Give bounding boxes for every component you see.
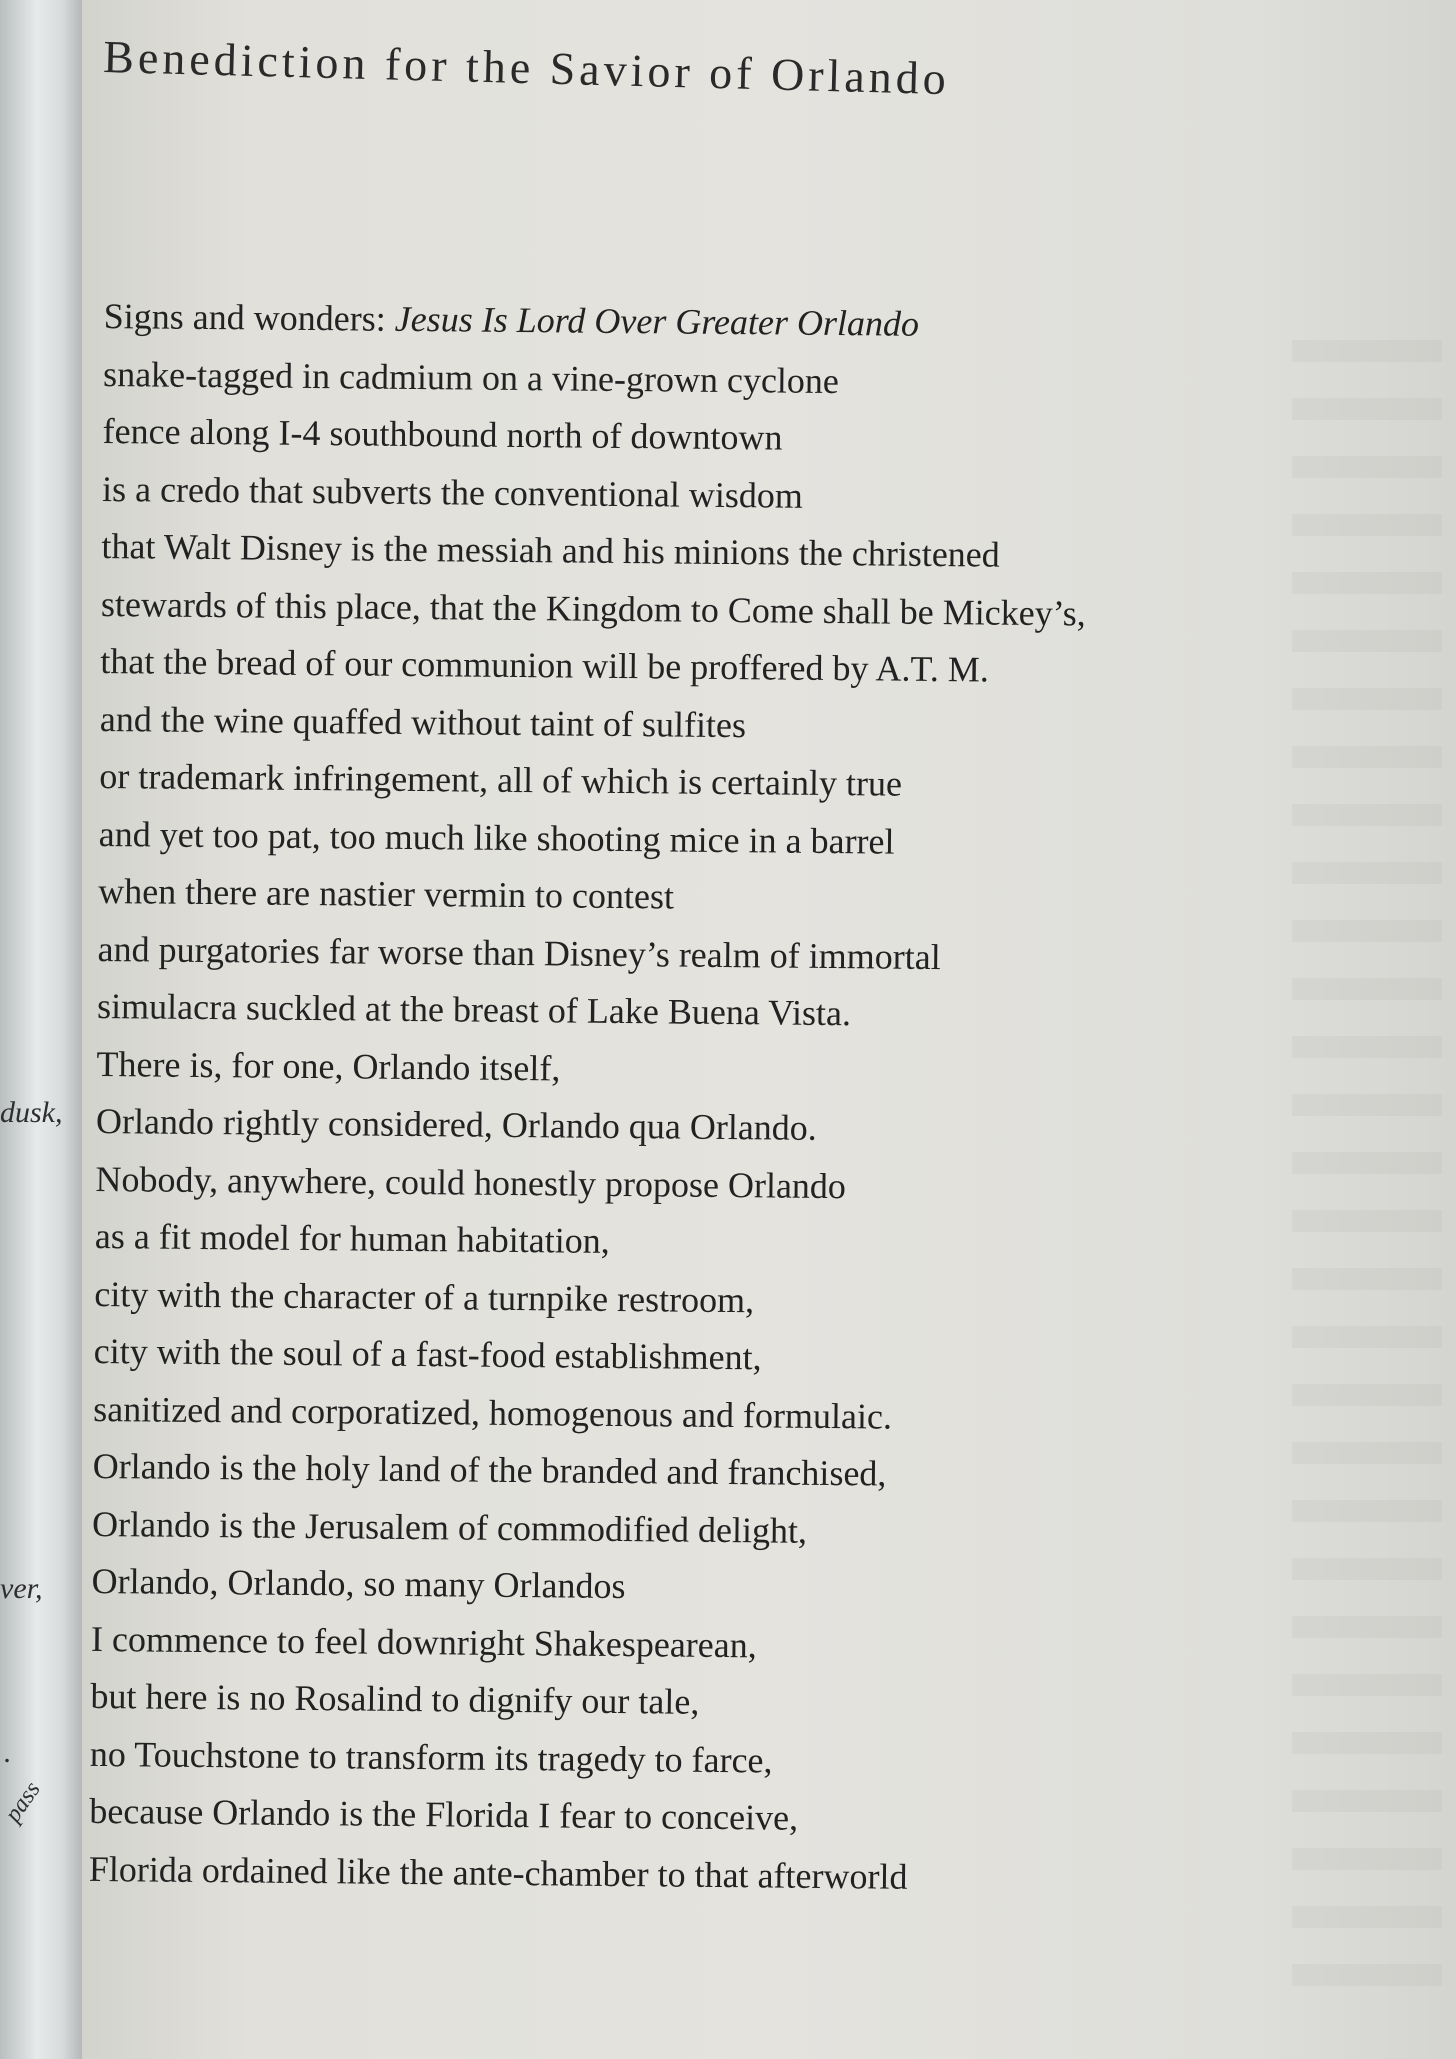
poem-line bbox=[94, 1265, 1079, 1332]
poem-line-text: when there are nastier vermin to contest bbox=[98, 870, 675, 917]
poem-line-text: simulacra suckled at the breast of Lake Buena Vista. bbox=[96, 985, 852, 1034]
poem-line bbox=[103, 345, 1088, 412]
poem-line-text: is a credo that subverts the conventional wisdom bbox=[101, 468, 804, 516]
poem-line bbox=[89, 1783, 1074, 1850]
poem-line-text: Orlando is the Jerusalem of commodified delight, bbox=[91, 1503, 808, 1551]
poem-line-text: because Orlando is the Florida I fear to conceive, bbox=[89, 1790, 799, 1838]
poem-line-text: that the bread of our communion will be proffered by A.T. M. bbox=[100, 640, 990, 690]
poem-line-text: Nobody, anywhere, could honestly propose Orlando bbox=[95, 1158, 847, 1206]
poem-line bbox=[102, 403, 1087, 470]
facing-page-fragment: pass bbox=[0, 1777, 46, 1827]
poem-line-text: city with the character of a turnpike restroom, bbox=[94, 1273, 755, 1320]
poem-title: Benediction for the Savior of Orlando bbox=[102, 30, 951, 105]
poem-line-text: and the wine quaffed without taint of sulfites bbox=[99, 698, 747, 745]
poem-line-text: Signs and wonders: bbox=[103, 295, 395, 339]
book-page bbox=[82, 0, 1456, 2059]
poem-line bbox=[96, 1093, 1081, 1160]
poem-line bbox=[95, 1208, 1080, 1275]
poem-line-italic-text: Jesus Is Lord Over Greater Orlando bbox=[394, 298, 920, 344]
poem-line-text: fence along I-4 southbound north of downtown bbox=[102, 410, 783, 458]
poem-line-text: and purgatories far worse than Disney’s realm of immortal bbox=[97, 928, 941, 977]
poem-line bbox=[101, 518, 1086, 585]
poem-line bbox=[97, 978, 1082, 1045]
poem-line-text: Orlando rightly considered, Orlando qua Orlando. bbox=[95, 1100, 817, 1148]
poem-line-text: and yet too pat, too much like shooting mice in a barrel bbox=[98, 813, 895, 862]
poem-line bbox=[90, 1668, 1075, 1735]
poem-line-text: no Touchstone to transform its tragedy to farce, bbox=[89, 1733, 773, 1780]
show-through-text bbox=[1292, 340, 1442, 1990]
facing-page-edge bbox=[0, 0, 82, 2059]
poem-line-text: Florida ordained like the ante-chamber to that afterworld bbox=[88, 1848, 908, 1897]
facing-page-fragment: dusk, bbox=[0, 1096, 63, 1129]
poem-line-text: or trademark infringement, all of which is certainly true bbox=[99, 755, 903, 804]
poem-line-text: but here is no Rosalind to dignify our tale, bbox=[90, 1675, 700, 1722]
poem-line-text: Orlando is the holy land of the branded and franchised, bbox=[92, 1445, 887, 1494]
facing-page-fragment: . bbox=[4, 1736, 12, 1769]
poem-line bbox=[93, 1380, 1078, 1447]
poem-line-text: There is, for one, Orlando itself, bbox=[96, 1043, 561, 1088]
poem-line bbox=[90, 1725, 1075, 1792]
poem-line bbox=[92, 1495, 1077, 1562]
poem-line bbox=[94, 1323, 1079, 1390]
poem-line-text: that Walt Disney is the messiah and his minions the christened bbox=[101, 525, 1000, 575]
poem-line-text: Orlando, Orlando, so many Orlandos bbox=[91, 1560, 626, 1607]
poem-line bbox=[89, 1840, 1074, 1907]
poem-line-text: city with the soul of a fast-food establishment, bbox=[93, 1330, 762, 1378]
poem-line bbox=[91, 1610, 1076, 1677]
poem-line bbox=[91, 1553, 1076, 1620]
poem-line-text: snake-tagged in cadmium on a vine-grown cyclone bbox=[102, 353, 840, 401]
poem-line bbox=[98, 863, 1083, 930]
poem-line bbox=[102, 460, 1087, 527]
poem-line bbox=[95, 1150, 1080, 1217]
poem-body bbox=[89, 288, 1089, 1907]
poem-line-text: I commence to feel downright Shakespearean, bbox=[90, 1618, 757, 1665]
facing-page-fragment: ver, bbox=[0, 1572, 43, 1605]
poem-line bbox=[97, 920, 1082, 987]
poem-line bbox=[103, 288, 1088, 355]
poem-line bbox=[98, 805, 1083, 872]
poem-line-text: stewards of this place, that the Kingdom to Come shall be Mickey’s, bbox=[100, 583, 1086, 633]
poem-line bbox=[101, 575, 1086, 642]
poem-line bbox=[92, 1438, 1077, 1505]
poem-line-text: sanitized and corporatized, homogenous and formulaic. bbox=[93, 1388, 893, 1437]
poem-line bbox=[100, 690, 1085, 757]
poem-line bbox=[96, 1035, 1081, 1102]
poem-line-text: as a fit model for human habitation, bbox=[94, 1215, 610, 1261]
poem-line bbox=[100, 633, 1085, 700]
poem-line bbox=[99, 748, 1084, 815]
